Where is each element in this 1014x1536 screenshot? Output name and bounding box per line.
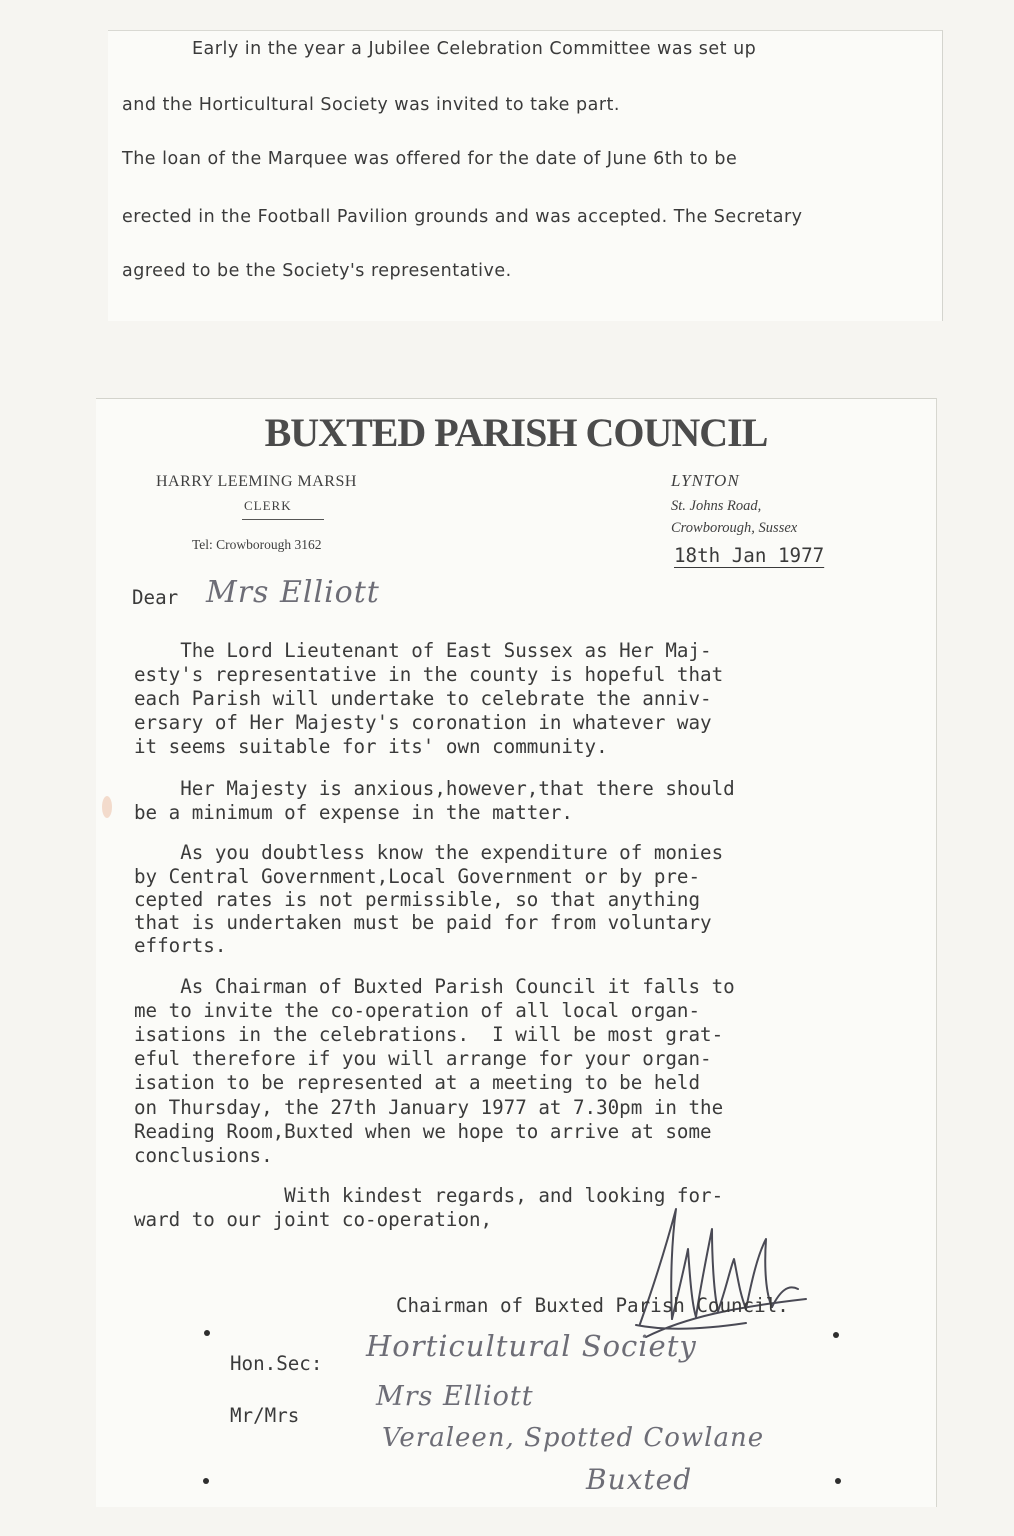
paragraph-line: As Chairman of Buxted Parish Council it falls to [134, 975, 735, 998]
handwritten-address-line-1: Veraleen, Spotted Cowlane [382, 1423, 765, 1453]
salutation-handwritten: Mrs Elliott [206, 575, 380, 610]
scan-dot [203, 1478, 209, 1484]
paragraph-line: it seems suitable for its' own community. [134, 735, 608, 758]
clerk-name: HARRY LEEMING MARSH [156, 473, 357, 490]
letter-date: 18th Jan 1977 [674, 544, 825, 567]
salutation: Dear [132, 586, 179, 609]
address-line-1: LYNTON [671, 471, 740, 490]
paragraph-line: Reading Room,Buxted when we hope to arrive at some [134, 1120, 712, 1143]
note-line-1: Early in the year a Jubilee Celebration Committee was set up [192, 39, 757, 59]
paragraph-line: efforts. [134, 934, 227, 957]
paragraph-line: isation to be represented at a meeting to be held [134, 1071, 701, 1094]
hon-sec-label: Hon.Sec: [230, 1352, 323, 1375]
paragraph-line: eful therefore if you will arrange for your organ- [134, 1047, 712, 1070]
scan-dot [835, 1478, 841, 1484]
handwritten-organisation: Horticultural Society [366, 1329, 697, 1363]
clerk-role: CLERK [244, 498, 292, 513]
note-line-2: and the Horticultural Society was invited to take part. [122, 95, 620, 115]
closing-title: Chairman of Buxted Parish Council. [396, 1294, 789, 1317]
typed-note [108, 30, 943, 321]
paragraph-line: cepted rates is not permissible, so that anything [134, 888, 701, 911]
mr-mrs-label: Mr/Mrs [230, 1404, 300, 1427]
paragraph-line: ward to our joint co-operation, [134, 1208, 493, 1231]
paragraph-line: With kindest regards, and looking for- [134, 1184, 724, 1207]
paragraph-line: conclusions. [134, 1144, 273, 1167]
paragraph-line: esty's representative in the county is hopeful that [134, 663, 724, 686]
address-line-2: St. Johns Road, [671, 498, 762, 514]
paragraph-line: isations in the celebrations. I will be most grat- [134, 1023, 724, 1046]
paragraph-line: by Central Government,Local Government or by pre- [134, 865, 701, 888]
paragraph-line: me to invite the co-operation of all local organ- [134, 999, 701, 1022]
paragraph-line: ersary of Her Majesty's coronation in whatever way [134, 711, 712, 734]
telephone: Tel: Crowborough 3162 [192, 537, 322, 552]
note-line-4: erected in the Football Pavilion grounds and was accepted. The Secretary [122, 207, 803, 227]
handwritten-name: Mrs Elliott [376, 1381, 534, 1412]
paragraph-line: Her Majesty is anxious,however,that there should [134, 777, 735, 800]
note-line-3: The loan of the Marquee was offered for the date of June 6th to be [122, 149, 738, 169]
paragraph-line: on Thursday, the 27th January 1977 at 7.30pm in the [134, 1096, 724, 1119]
paragraph-line: each Parish will undertake to celebrate the anniv- [134, 687, 712, 710]
paragraph-line: As you doubtless know the expenditure of monies [134, 841, 724, 864]
address-line-3: Crowborough, Sussex [671, 520, 798, 536]
clerk-divider [242, 519, 324, 520]
chairman-signature [626, 1199, 816, 1349]
scan-dot [204, 1330, 210, 1336]
handwritten-address-line-2: Buxted [586, 1463, 693, 1496]
paragraph-line: The Lord Lieutenant of East Sussex as Her Maj- [134, 639, 712, 662]
paragraph-line: be a minimum of expense in the matter. [134, 801, 573, 824]
note-line-5: agreed to be the Society's representative. [122, 261, 512, 281]
letterhead-title: BUXTED PARISH COUNCIL [264, 410, 768, 455]
parish-council-letter [96, 398, 937, 1507]
paragraph-line: that is undertaken must be paid for from voluntary [134, 911, 712, 934]
paper-stain [102, 796, 112, 818]
scan-dot [833, 1332, 839, 1338]
